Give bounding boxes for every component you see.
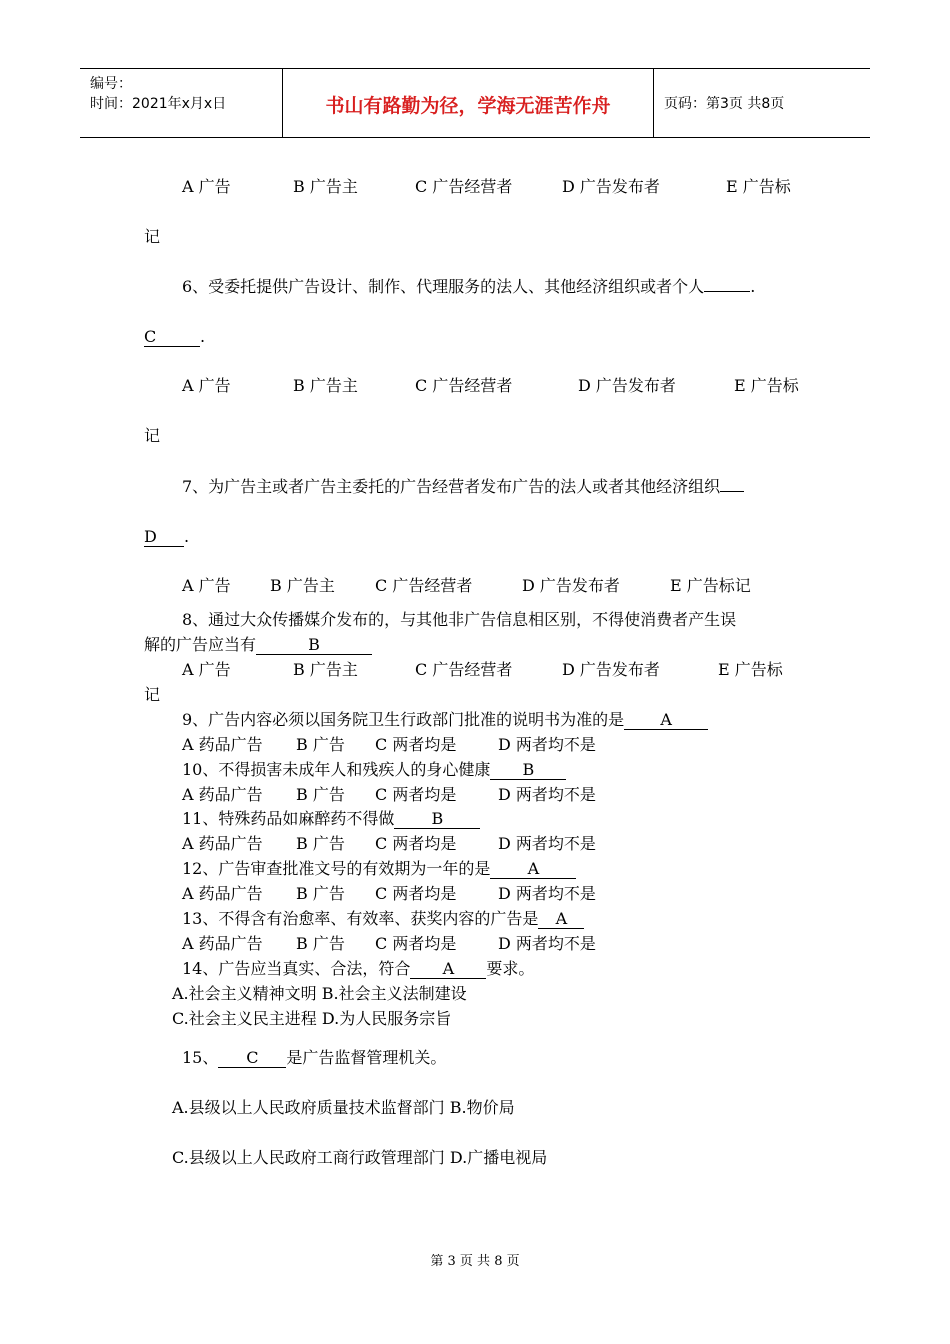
option-d: D 广告发布者 (562, 660, 660, 679)
option-c: C 两者均是 (375, 785, 457, 804)
page-footer: 第 3 页 共 8 页 (430, 1254, 520, 1269)
q14-options-ab: A.社会主义精神文明 B.社会主义法制建设 (172, 984, 467, 1003)
page-header (80, 68, 870, 138)
option-a: A 广告 (182, 376, 231, 395)
option-b: B 广告 (296, 884, 345, 903)
question-8-line2 (144, 634, 372, 656)
option-c: C 两者均是 (375, 834, 457, 853)
question-10 (182, 759, 566, 781)
option-b: B 广告 (296, 834, 345, 853)
option-c: C 广告经营者 (415, 376, 513, 395)
option-d: D 广告发布者 (562, 177, 660, 196)
option-b: B 广告 (296, 735, 345, 754)
option-b: B 广告主 (270, 576, 335, 595)
header-page-cell (654, 69, 870, 137)
q6-option-wrap: 记 (144, 426, 161, 445)
punctuation: . (200, 327, 206, 346)
answer-blank: A (410, 959, 486, 979)
punctuation: . (750, 277, 756, 296)
option-c: C 两者均是 (375, 884, 457, 903)
question-15 (182, 1047, 446, 1069)
option-b: B 广告 (296, 785, 345, 804)
question-text: 14、广告应当真实、合法，符合 (182, 959, 411, 978)
option-c: C 两者均是 (375, 735, 457, 754)
question-text: 7、为广告主或者广告主委托的广告经营者发布广告的法人或者其他经济组织 (182, 477, 721, 496)
question-text: 11、特殊药品如麻醉药不得做 (182, 809, 395, 828)
question-6 (182, 276, 755, 298)
option-d: D 两者均不是 (498, 834, 596, 853)
option-d: D 广告发布者 (522, 576, 620, 595)
option-c: C 广告经营者 (375, 576, 473, 595)
answer-blank: D (144, 527, 184, 547)
question-8-line1: 8、通过大众传播媒介发布的，与其他非广告信息相区别，不得使消费者产生误 (182, 610, 737, 629)
option-e: E 广告标记 (670, 576, 751, 595)
document-date: 时间：2021年x月x日 (90, 96, 227, 112)
question-11 (182, 808, 480, 830)
option-d: D 广告发布者 (578, 376, 676, 395)
question-text-end: 要求。 (486, 959, 535, 978)
question-text: 10、不得损害未成年人和残疾人的身心健康 (182, 760, 491, 779)
question-14 (182, 958, 534, 980)
option-b: B 广告主 (293, 177, 358, 196)
question-text: 6、受委托提供广告设计、制作、代理服务的法人、其他经济组织或者个人 (182, 277, 705, 296)
option-b: B 广告主 (293, 660, 358, 679)
question-7 (182, 476, 744, 498)
punctuation: . (184, 527, 190, 546)
question-9 (182, 709, 708, 731)
q15-options-cd: C.县级以上人民政府工商行政管理部门 D.广播电视局 (172, 1148, 548, 1167)
answer-blank: C (218, 1048, 286, 1068)
q5-option-wrap: 记 (144, 227, 161, 246)
q15-options-ab: A.县级以上人民政府质量技术监督部门 B.物价局 (172, 1098, 515, 1117)
question-text: 12、广告审查批准文号的有效期为一年的是 (182, 859, 491, 878)
option-a: A 广告 (182, 660, 231, 679)
page-number: 页码：第3页 共8页 (664, 96, 785, 112)
option-b: B 广告 (296, 934, 345, 953)
option-e: E 广告标 (734, 376, 799, 395)
answer-blank: B (490, 760, 566, 780)
motto: 书山有路勤为径，学海无涯苦作舟 (325, 95, 611, 117)
question-12 (182, 858, 576, 880)
question-7-answer (144, 526, 189, 548)
option-e: E 广告标 (726, 177, 791, 196)
document-number: 编号： (90, 76, 132, 92)
option-c: C 广告经营者 (415, 660, 513, 679)
option-a: A 药品广告 (182, 735, 263, 754)
answer-blank: A (538, 909, 584, 929)
option-a: A 药品广告 (182, 934, 263, 953)
option-d: D 两者均不是 (498, 884, 596, 903)
option-d: D 两者均不是 (498, 785, 596, 804)
question-text: 是广告监督管理机关。 (286, 1048, 447, 1067)
question-text: 解的广告应当有 (144, 635, 257, 654)
header-motto-cell (283, 69, 654, 137)
option-b: B 广告主 (293, 376, 358, 395)
header-info-cell (80, 69, 283, 137)
answer-blank: A (624, 710, 708, 730)
q8-option-wrap: 记 (144, 685, 161, 704)
answer-blank: B (256, 635, 372, 655)
option-d: D 两者均不是 (498, 934, 596, 953)
answer-blank: B (394, 809, 480, 829)
option-e: E 广告标 (718, 660, 783, 679)
option-d: D 两者均不是 (498, 735, 596, 754)
question-text: 9、广告内容必须以国务院卫生行政部门批准的说明书为准的是 (182, 710, 625, 729)
q14-options-cd: C.社会主义民主进程 D.为人民服务宗旨 (172, 1009, 452, 1028)
answer-blank (720, 491, 744, 492)
option-c: C 两者均是 (375, 934, 457, 953)
question-text: 13、不得含有治愈率、有效率、获奖内容的广告是 (182, 909, 539, 928)
option-a: A 药品广告 (182, 834, 263, 853)
option-c: C 广告经营者 (415, 177, 513, 196)
option-a: A 广告 (182, 576, 231, 595)
option-a: A 药品广告 (182, 884, 263, 903)
answer-blank (704, 291, 750, 292)
question-13 (182, 908, 584, 930)
question-number: 15、 (182, 1048, 219, 1067)
option-a: A 药品广告 (182, 785, 263, 804)
option-a: A 广告 (182, 177, 231, 196)
answer-blank: C (144, 327, 200, 347)
answer-blank: A (490, 859, 576, 879)
question-6-answer (144, 326, 205, 348)
